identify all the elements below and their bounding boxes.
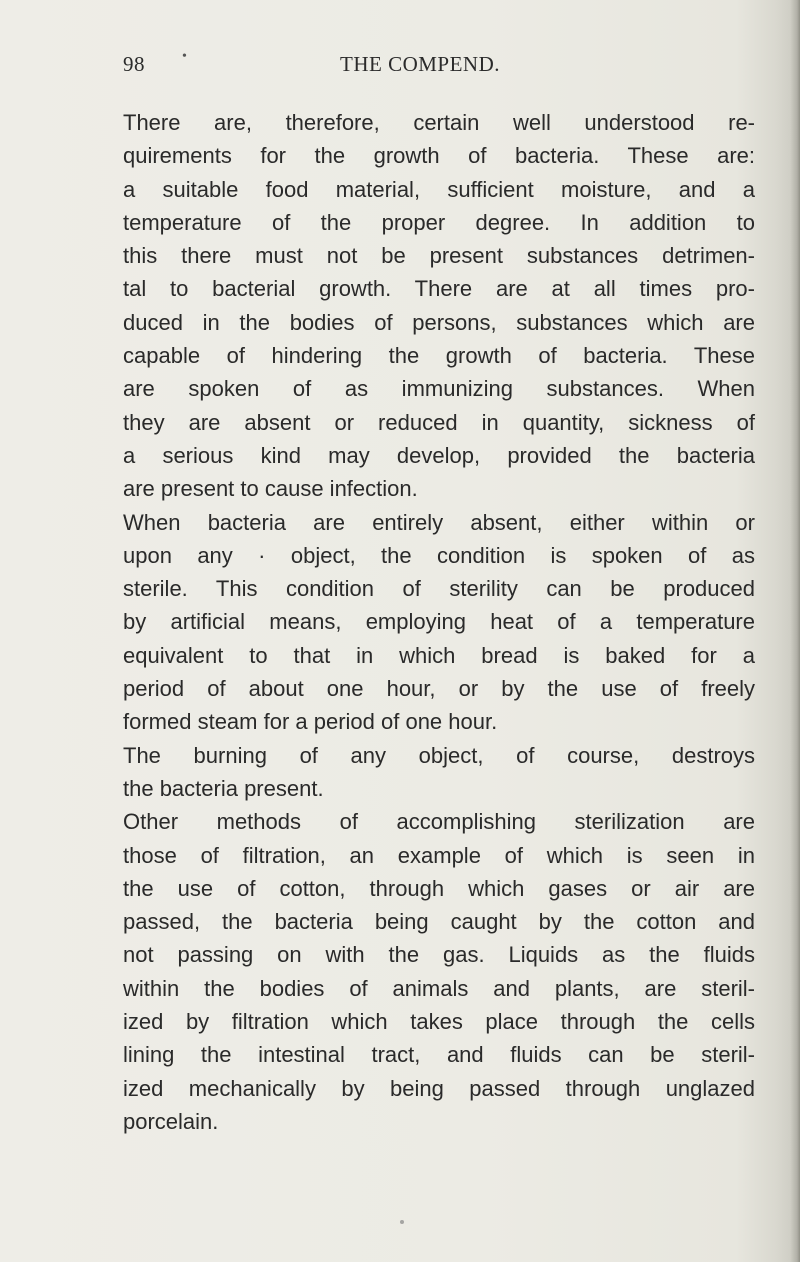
text-line: upon any · object, the condition is spoken of as: [123, 542, 755, 568]
body-text: [123, 106, 755, 1138]
page-edge-shadow: [790, 0, 800, 1262]
text-line: duced in the bodies of persons, substances which are: [123, 309, 755, 335]
text-line: those of filtration, an example of which is seen in: [123, 842, 755, 868]
text-line: a suitable food material, sufficient moisture, and a: [123, 176, 755, 202]
text-line: by artificial means, employing heat of a temperature: [123, 609, 755, 635]
text-line: When bacteria are entirely absent, either within or: [123, 509, 755, 535]
text-line: period of about one hour, or by the use of freely: [123, 676, 755, 702]
text-line: lining the intestinal tract, and fluids can be steril-: [123, 1042, 755, 1068]
text-line: are present to cause infection.: [123, 476, 418, 502]
text-line: temperature of the proper degree. In addition to: [123, 209, 755, 235]
text-line: ized mechanically by being passed through unglazed: [123, 1075, 755, 1101]
text-line: sterile. This condition of sterility can be produced: [123, 576, 755, 602]
running-title: THE COMPEND.: [340, 52, 501, 76]
text-line: porcelain.: [123, 1108, 219, 1134]
ink-speck: [400, 1220, 404, 1224]
text-line: not passing on with the gas. Liquids as the fluids: [123, 942, 755, 968]
text-line: There are, therefore, certain well understood re-: [123, 110, 755, 135]
text-line: ized by filtration which takes place through the cells: [123, 1009, 755, 1035]
text-line: formed steam for a period of one hour.: [123, 709, 498, 735]
text-line: capable of hindering the growth of bacteria. These: [123, 343, 755, 369]
header-dot: •: [182, 49, 188, 64]
text-line: tal to bacterial growth. There are at all times pro-: [123, 276, 755, 302]
text-line: The burning of any object, of course, destroys: [123, 742, 755, 768]
text-line: passed, the bacteria being caught by the cotton and: [123, 909, 755, 935]
text-line: the use of cotton, through which gases or air are: [123, 875, 755, 901]
page-number: 98: [123, 52, 145, 76]
text-line: a serious kind may develop, provided the bacteria: [123, 442, 755, 468]
text-line: this there must not be present substances detrimen-: [123, 243, 755, 269]
text-line: quirements for the growth of bacteria. These are:: [123, 143, 755, 169]
text-line: within the bodies of animals and plants, are steril-: [123, 975, 755, 1001]
text-line: the bacteria present.: [123, 775, 324, 801]
text-line: they are absent or reduced in quantity, sickness of: [123, 409, 755, 435]
text-line: equivalent to that in which bread is baked for a: [123, 642, 755, 668]
text-line: are spoken of as immunizing substances. When: [123, 376, 755, 402]
text-line: Other methods of accomplishing sterilization are: [123, 809, 755, 835]
running-head: [123, 49, 733, 82]
